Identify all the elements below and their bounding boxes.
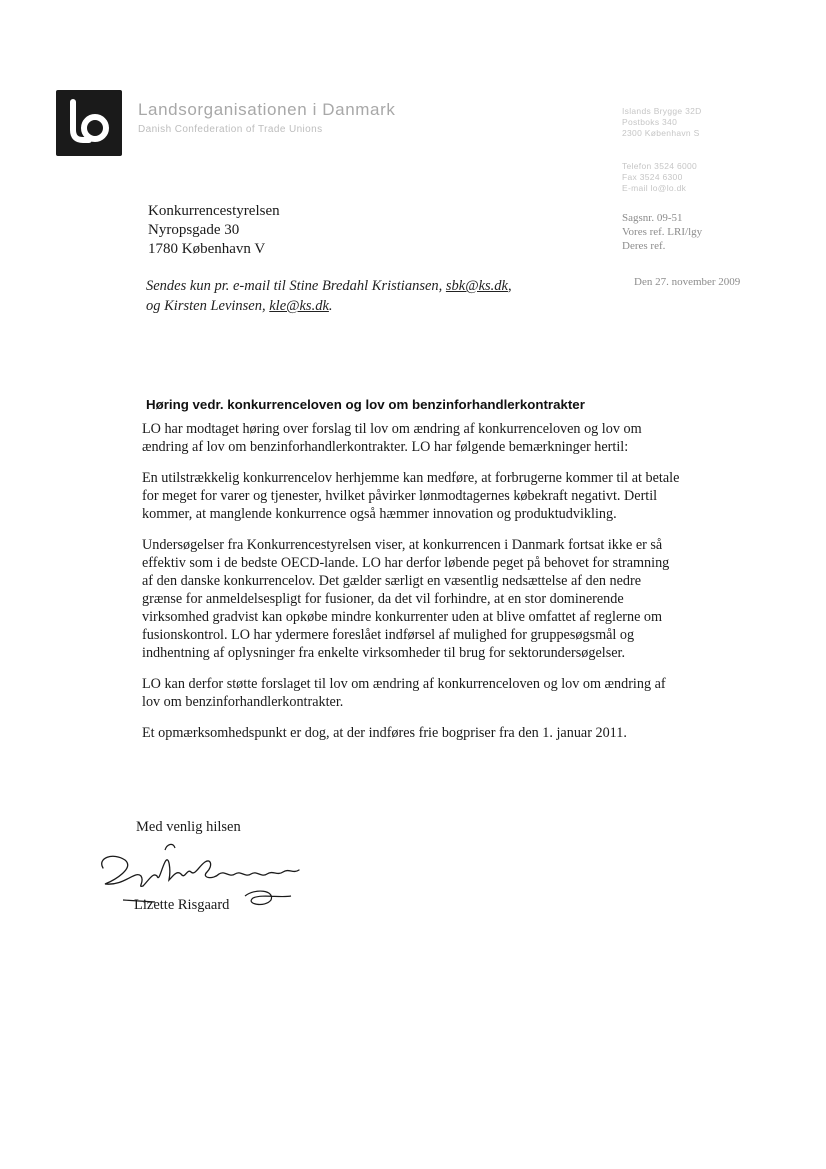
delivery-punct: , [507, 278, 512, 294]
org-name: Landsorganisationen i Danmark [138, 100, 396, 119]
body-paragraph: Et opmærksomhedspunkt er dog, at der indføres frie bogpriser fra den 1. januar 2011. [142, 725, 627, 741]
email-link[interactable]: sbk@ks.dk [445, 278, 508, 294]
delivery-line [146, 276, 512, 296]
lo-logo [56, 90, 122, 156]
org-subtitle: Danish Confederation of Trade Unions [138, 124, 323, 135]
lo-logo-icon [56, 90, 122, 156]
body-paragraph: En utilstrækkelig konkurrencelov herhjemme kan medføre, at forbrugerne kommer til at betale for meget for varer og tjenester, hvilket påvirker lønmodtagernes købekraft negativt. Dertil kommer, at manglende konkurrence også hæmmer innovation og produktudvikling. [142, 470, 680, 522]
recipient-name: Konkurrencestyrelsen [148, 203, 280, 219]
case-number: Sagsnr. 09-51 [622, 212, 683, 224]
address-line: Postboks 340 [622, 117, 678, 127]
delivery-punct: . [328, 298, 333, 314]
body-paragraph: Undersøgelser fra Konkurrencestyrelsen viser, at konkurrencen i Danmark fortsat ikke er så effektiv som i de bedste OECD-lande. LO har derfor løbende peget på behovet for stramning af den danske konkurrencelov. Det gælder særligt en væsentlig nedsættelse af den nedre grænse for anmeldelsespligt for fusioner, da det vil forhindre, at en stor dominerende virksomhed gradvist kan opkøbe mindre konkurrenter uden at blive omfattet af reglerne om fusionskontrol. LO har ydermere foreslået indførsel af mulighed for gruppesøgsmål og indhentning af oplysninger fra enkelte virksomheder til brug for sektorundersøgelser. [142, 537, 670, 661]
phone-line: Telefon 3524 6000 [622, 161, 698, 171]
letter-date: Den 27. november 2009 [634, 276, 741, 288]
letter-subject: Høring vedr. konkurrenceloven og lov om benzinforhandlerkontrakter [146, 397, 585, 412]
recipient-address [148, 202, 280, 259]
delivery-line [146, 296, 512, 316]
our-ref: Vores ref. LRI/lgy [622, 226, 703, 238]
closing-salutation: Med venlig hilsen [136, 819, 241, 835]
address-line: 2300 København S [622, 128, 700, 138]
email-line: E-mail lo@lo.dk [622, 183, 687, 193]
fax-line: Fax 3524 6300 [622, 172, 683, 182]
delivery-text: og Kirsten Levinsen, [146, 298, 270, 314]
contact-info [622, 106, 772, 194]
signer-name: Lizette Risgaard [134, 897, 230, 913]
delivery-note [146, 276, 512, 316]
body-paragraph: LO kan derfor støtte forslaget til lov om ændring af konkurrenceloven og lov om ændring af lov om benzinforhandlerkontrakter. [142, 676, 666, 710]
recipient-street: Nyropsgade 30 [148, 222, 240, 238]
delivery-text: Sendes kun pr. e-mail til Stine Bredahl Kristiansen, [146, 278, 446, 294]
email-link[interactable]: kle@ks.dk [269, 298, 329, 314]
letter-body [142, 420, 682, 755]
recipient-city: 1780 København V [148, 241, 266, 257]
body-paragraph: LO har modtaget høring over forslag til lov om ændring af konkurrenceloven og lov om ændring af lov om benzinforhandlerkontrakter. LO har følgende bemærkninger hertil: [142, 421, 642, 455]
address-line: Islands Brygge 32D [622, 106, 702, 116]
reference-block [622, 211, 782, 253]
your-ref: Deres ref. [622, 240, 666, 252]
